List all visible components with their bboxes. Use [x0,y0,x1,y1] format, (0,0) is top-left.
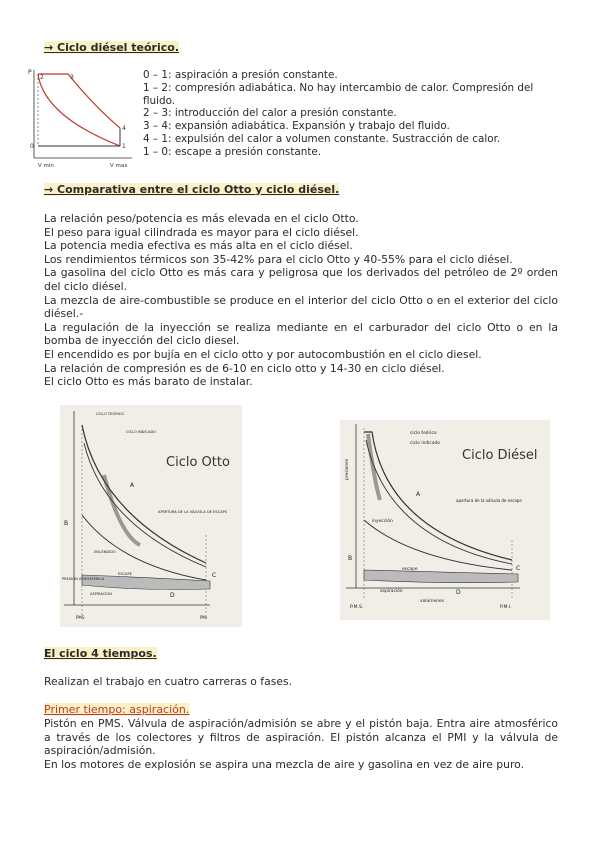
svg-text:volúmenes: volúmenes [420,599,445,604]
heading-text: → Comparativa entre el ciclo Otto y ciclo diésel. [44,183,340,196]
section-heading-comparison [44,183,339,196]
svg-text:D: D [170,592,175,599]
svg-text:ASPIRACIÓN: ASPIRACIÓN [90,592,112,596]
compression-curve [38,74,120,146]
paragraph: La mezcla de aire-combustible se produce en el interior del ciclo Otto o en el exterior del ciclo diésel.- [44,293,558,321]
paragraph: La gasolina del ciclo Otto es más cara y peligrosa que los derivados del petróleo de 2º orden del ciclo diésel. [44,266,558,293]
comparison-paragraphs [44,212,558,389]
paragraph: El peso para igual cilindrada es mayor para el ciclo diésel. [44,225,359,239]
svg-text:escape: escape [402,567,418,572]
section-heading-four-stroke [44,647,157,660]
paragraph: Pistón en PMS. Válvula de aspiración/admisión se abre y el pistón baja. Entra aire atmosférico a través de los colectores y filtros de aspiración. El pistón alcanza el PMI y la válvula de aspiración/admisión. [44,717,558,758]
svg-text:PRESIÓN ATMOSFÉRICA: PRESIÓN ATMOSFÉRICA [62,577,105,581]
step-item: 2 – 3: introducción del calor a presión constante. [143,107,397,120]
svg-text:B: B [64,520,69,527]
paragraph: La regulación de la inyección se realiza mediante en el carburador del ciclo Otto o en la bomba de inyección del ciclo diesel. [44,320,558,348]
svg-text:inyección: inyección [372,519,393,524]
subheading-first-stroke: Primer tiempo: aspiración. [44,703,190,716]
diesel-cycle-figure [340,420,550,620]
svg-text:C: C [516,565,521,572]
paragraph: El ciclo Otto es más barato de instalar. [44,375,253,389]
svg-text:CICLO INDICADO: CICLO INDICADO [126,430,157,434]
four-stroke-intro: Realizan el trabajo en cuatro carreras o fases. [44,675,293,688]
svg-text:0: 0 [30,143,34,150]
step-item: 0 – 1: aspiración a presión constante. [143,69,338,81]
svg-text:PMI: PMI [200,615,208,620]
step-item: 3 – 4: expansión adiabática. Expansión y trabajo del fluido. [143,120,450,133]
cycle-steps-list [143,69,558,159]
paragraph: En los motores de explosión se aspira una mezcla de aire y gasolina en vez de aire puro. [44,757,525,771]
svg-text:P.M.S.: P.M.S. [350,605,364,610]
svg-text:ESCAPE: ESCAPE [118,572,132,576]
svg-text:B: B [348,555,353,562]
section-heading-diesel-theoretical [44,41,179,54]
svg-text:apertura de la válvula de esca: apertura de la válvula de escape [456,498,522,503]
svg-text:D: D [456,589,461,596]
first-stroke-body [44,717,558,771]
paragraph: La potencia media efectiva es más alta en el ciclo diésel. [44,239,353,253]
svg-text:CICLO TEÓRICO: CICLO TEÓRICO [96,412,125,416]
svg-text:A: A [416,491,421,498]
otto-figure-title: Ciclo Otto [166,455,230,470]
axis-vmax-label: V max [110,163,128,169]
svg-text:APERTURA DE LA VÁLVULA DE ESCA: APERTURA DE LA VÁLVULA DE ESCAPE [158,510,227,514]
svg-text:ciclo teórico: ciclo teórico [410,431,437,436]
step-item: 1 – 2: compresión adiabática. No hay intercambio de calor. Compresión del fluido. [143,81,534,107]
svg-text:3: 3 [70,74,74,81]
otto-cycle-plot [60,405,242,627]
axis-vmin-label: V min [38,163,54,169]
diesel-figure-title: Ciclo Diésel [462,448,538,463]
diesel-pv-diagram [24,66,136,172]
heading-text: El ciclo 4 tiempos. [44,647,157,660]
svg-text:ENCENDIDO: ENCENDIDO [94,550,116,554]
svg-text:C: C [212,572,217,579]
svg-text:aspiración: aspiración [380,589,403,594]
svg-text:PMS: PMS [76,615,85,620]
paragraph: El encendido es por bujía en el ciclo otto y por autocombustión en el ciclo diesel. [44,347,482,361]
svg-text:2: 2 [40,74,44,81]
svg-text:1: 1 [122,143,126,150]
step-item: 4 – 1: expulsión del calor a volumen constante. Sustracción de calor. [143,132,501,145]
heading-text: → Ciclo diésel teórico. [44,41,180,54]
paragraph: Los rendimientos térmicos son 35-42% para el ciclo Otto y 40-55% para el ciclo diésel. [44,252,513,266]
paragraph: La relación de compresión es de 6-10 en ciclo otto y 14-30 en ciclo diésel. [44,361,445,375]
svg-text:P.M.I.: P.M.I. [500,605,512,610]
svg-text:A: A [130,482,135,489]
svg-text:presiones: presiones [345,458,350,480]
otto-cycle-figure [60,405,242,627]
paragraph: La relación peso/potencia es más elevada en el ciclo Otto. [44,212,359,225]
svg-text:ciclo indicado: ciclo indicado [410,441,440,446]
axis-p-label: P [28,69,32,76]
step-item: 1 – 0: escape a presión constante. [143,145,322,158]
svg-text:4: 4 [122,125,126,132]
